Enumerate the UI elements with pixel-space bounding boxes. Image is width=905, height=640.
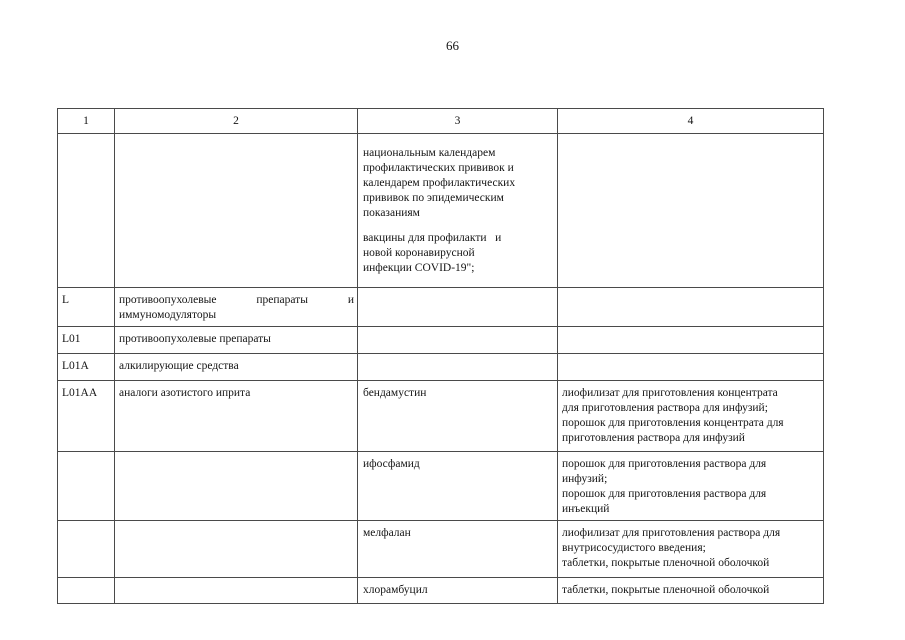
code-cell: [58, 327, 115, 354]
drug-cell: [358, 578, 558, 604]
table-row: [58, 381, 824, 452]
table-row: [58, 327, 824, 354]
drug-table: [57, 108, 824, 604]
cell-line: вакцины для профилакти и: [363, 232, 502, 244]
cell-line: инфекции COVID-19";: [363, 262, 475, 274]
form-cell: [558, 288, 824, 327]
cell-line: приготовления раствора для инфузий: [562, 432, 745, 444]
form-cell: [558, 381, 824, 452]
drug-cell: [358, 452, 558, 521]
cell-line: лиофилизат для приготовления концентрата: [562, 387, 778, 399]
cell-line: L01AA: [62, 387, 98, 399]
cell-line: национальным календарем: [363, 147, 496, 159]
header-cell-4: 4: [558, 109, 824, 134]
cell-line: показаниям: [363, 207, 420, 219]
cell-line: для приготовления раствора для инфузий;: [562, 402, 768, 414]
cell-line: L: [62, 294, 70, 306]
drug-paragraph: [363, 146, 554, 221]
cell-line: инъекций: [562, 503, 610, 515]
form-cell: [558, 521, 824, 578]
table-row: [58, 134, 824, 288]
drug-cell: [358, 134, 558, 288]
cell-line: таблетки, покрытые пленочной оболочкой: [562, 557, 770, 569]
form-cell: [558, 354, 824, 381]
code-cell: [58, 288, 115, 327]
cell-line: хлорамбуцил: [363, 584, 428, 596]
header-cell-3: 3: [358, 109, 558, 134]
table-row: [58, 578, 824, 604]
cell-line: прививок по эпидемическим: [363, 192, 504, 204]
page-number: 66: [446, 38, 459, 53]
name-cell: [115, 134, 358, 288]
table-row: [58, 452, 824, 521]
drug-cell: [358, 381, 558, 452]
form-cell: [558, 578, 824, 604]
cell-line: внутрисосудистого введения;: [562, 542, 706, 554]
cell-line: календарем профилактических: [363, 177, 516, 189]
name-cell: [115, 578, 358, 604]
cell-line: инфузий;: [562, 473, 608, 485]
code-cell: [58, 521, 115, 578]
form-cell: [558, 452, 824, 521]
table-row: [58, 521, 824, 578]
cell-line: таблетки, покрытые пленочной оболочкой: [562, 584, 770, 596]
cell-line: лиофилизат для приготовления раствора для: [562, 527, 781, 539]
cell-line: ифосфамид: [363, 458, 420, 470]
drug-cell: [358, 354, 558, 381]
cell-line: порошок для приготовления раствора для: [562, 458, 767, 470]
drug-cell: [358, 521, 558, 578]
form-cell: [558, 327, 824, 354]
code-cell: [58, 354, 115, 381]
code-cell: [58, 134, 115, 288]
code-cell: [58, 381, 115, 452]
cell-line: порошок для приготовления раствора для: [562, 488, 767, 500]
code-cell: [58, 452, 115, 521]
form-cell: [558, 134, 824, 288]
drug-cell: [358, 288, 558, 327]
cell-line: профилактических прививок и: [363, 162, 514, 174]
cell-line: порошок для приготовления концентрата для: [562, 417, 784, 429]
cell-line: L01A: [62, 360, 89, 372]
code-cell: [58, 578, 115, 604]
table-header-row: [58, 109, 824, 134]
name-cell: [115, 288, 358, 327]
cell-line: аналоги азотистого иприта: [119, 387, 251, 399]
table-row: [58, 288, 824, 327]
name-cell: [115, 381, 358, 452]
name-cell: [115, 521, 358, 578]
cell-line: бендамустин: [363, 387, 427, 399]
cell-line: новой коронавирусной: [363, 247, 475, 259]
drug-cell: [358, 327, 558, 354]
name-cell: [115, 354, 358, 381]
cell-line: алкилирующие средства: [119, 360, 239, 372]
header-cell-1: 1: [58, 109, 115, 134]
cell-line: L01: [62, 333, 81, 345]
cell-line: противоопухолевые препараты: [119, 333, 271, 345]
name-cell: [115, 452, 358, 521]
cell-line: противоопухолевые препараты и: [119, 294, 354, 306]
table-row: [58, 354, 824, 381]
name-cell: [115, 327, 358, 354]
cell-line: мелфалан: [363, 527, 411, 539]
cell-line: иммуномодуляторы: [119, 309, 217, 321]
header-cell-2: 2: [115, 109, 358, 134]
drug-paragraph: [363, 231, 554, 276]
